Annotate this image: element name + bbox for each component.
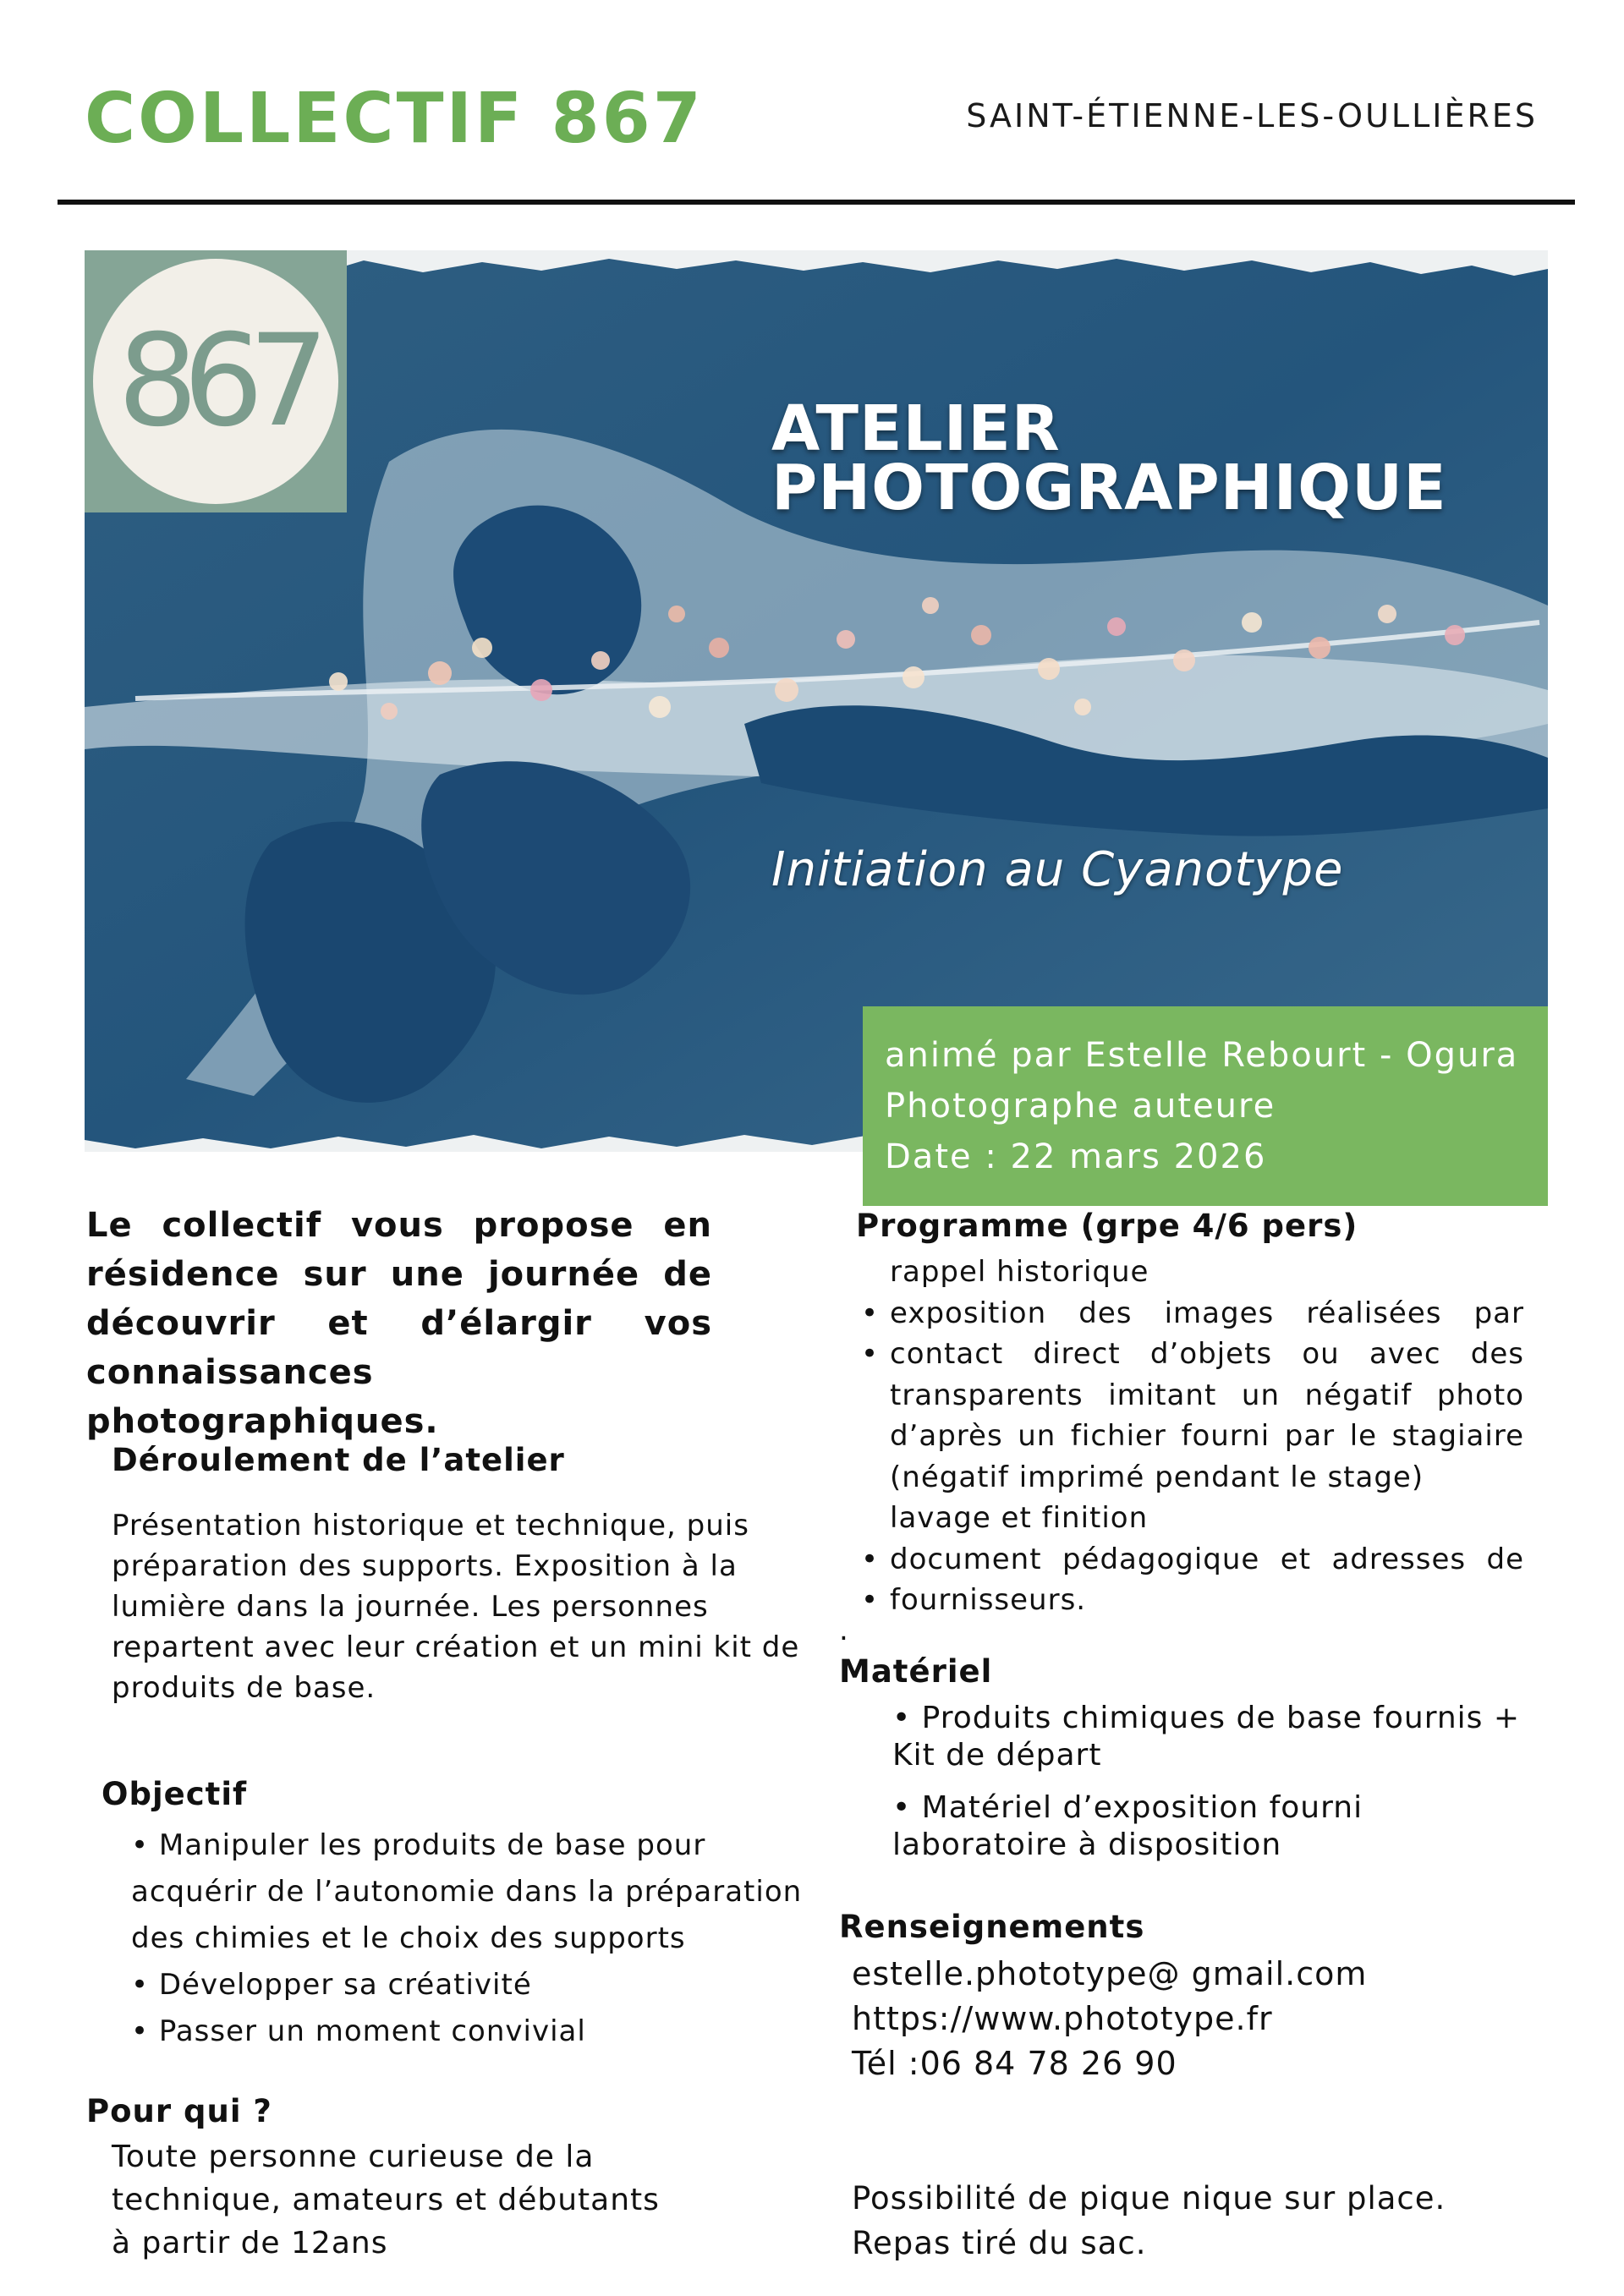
programme-line: d’après un fichier fourni par le stagiaire	[890, 1419, 1524, 1453]
objectif-line: acquérir de l’autonomie dans la préparation	[131, 1875, 803, 1909]
bullet-icon: •	[861, 1542, 880, 1576]
contact-phone: Tél :06 84 78 26 90	[852, 2045, 1177, 2082]
programme-line: transparents imitant un négatif photo	[890, 1378, 1524, 1412]
hero-subtitle: Initiation au Cyanotype	[771, 842, 1344, 897]
programme-list	[856, 1252, 1524, 1621]
objectif-line: • Passer un moment convivial	[131, 2014, 586, 2048]
hero-title	[771, 392, 1447, 524]
renseignements-title: Renseignements	[839, 1909, 1145, 1945]
programme-title: Programme (grpe 4/6 pers)	[856, 1208, 1358, 1244]
stray-dot: .	[839, 1614, 848, 1647]
logo-number: 867	[117, 308, 315, 455]
programme-line: • fournisseurs.	[856, 1580, 1524, 1621]
objectif-list	[131, 1822, 825, 2055]
logo-867	[85, 250, 347, 512]
deroulement-line: Présentation historique et technique, puis	[112, 1509, 749, 1543]
deroulement-line: lumière dans la journée. Les personnes	[112, 1590, 709, 1624]
bullet-icon: •	[861, 1583, 880, 1617]
pique-nique-line: Repas tiré du sac.	[852, 2225, 1147, 2261]
pique-nique-note	[852, 2176, 1446, 2266]
header-divider	[58, 200, 1575, 205]
deroulement-text	[112, 1505, 814, 1708]
renseignements-list	[852, 1952, 1367, 2086]
pour-qui-title: Pour qui ?	[86, 2093, 272, 2129]
pour-qui-text	[112, 2135, 721, 2265]
programme-line: (négatif imprimé pendant le stage)	[890, 1460, 1424, 1494]
info-box	[863, 1006, 1548, 1206]
programme-line: • contact direct d’objets ou avec des	[856, 1334, 1524, 1375]
contact-website[interactable]: https://www.phototype.fr	[852, 2000, 1273, 2037]
pour-qui-line: Toute personne curieuse de la	[112, 2140, 595, 2174]
programme-line: lavage et finition	[890, 1501, 1149, 1535]
deroulement-line: repartent avec leur création et un mini kit de	[112, 1630, 800, 1664]
pour-qui-line: à partir de 12ans	[112, 2226, 388, 2260]
info-animator: animé par Estelle Rebourt - Ogura	[885, 1036, 1519, 1075]
objectif-line: des chimies et le choix des supports	[131, 1921, 686, 1955]
materiel-title: Matériel	[839, 1653, 993, 1690]
info-role: Photographe auteure	[885, 1087, 1276, 1126]
city-name: SAINT-ÉTIENNE-LES-OULLIÈRES	[966, 97, 1538, 134]
materiel-item: • Produits chimiques de base fournis + Kit de départ	[892, 1701, 1521, 1773]
info-date: Date : 22 mars 2026	[885, 1137, 1267, 1176]
deroulement-line: produits de base.	[112, 1671, 376, 1705]
hero-title-line2: PHOTOGRAPHIQUE	[771, 452, 1447, 524]
materiel-item: • Matériel d’exposition fourni laboratoire à disposition	[892, 1790, 1363, 1862]
materiel-list	[892, 1700, 1544, 1879]
contact-email[interactable]: estelle.phototype@ gmail.com	[852, 1955, 1368, 1992]
deroulement-line: préparation des supports. Exposition à la	[112, 1549, 738, 1583]
pique-nique-line: Possibilité de pique nique sur place.	[852, 2180, 1446, 2217]
bullet-icon: •	[861, 1337, 880, 1371]
brand-title: COLLECTIF 867	[85, 79, 704, 159]
programme-line: • document pédagogique et adresses de	[856, 1539, 1524, 1581]
intro-paragraph: Le collectif vous propose en résidence sur une journée de découvrir et d’élargir vos connaissances photographiques.	[86, 1206, 712, 1441]
objectif-line: • Développer sa créativité	[131, 1968, 532, 2002]
programme-line: • exposition des images réalisées par	[856, 1293, 1524, 1334]
pour-qui-line: technique, amateurs et débutants	[112, 2183, 660, 2217]
objectif-title: Objectif	[102, 1776, 248, 1812]
hero-title-line1: ATELIER	[771, 392, 1061, 465]
deroulement-title: Déroulement de l’atelier	[112, 1442, 565, 1478]
logo-circle	[93, 259, 338, 504]
programme-line: rappel historique	[890, 1255, 1149, 1289]
objectif-line: • Manipuler les produits de base pour	[131, 1828, 706, 1862]
bullet-icon: •	[861, 1296, 880, 1330]
